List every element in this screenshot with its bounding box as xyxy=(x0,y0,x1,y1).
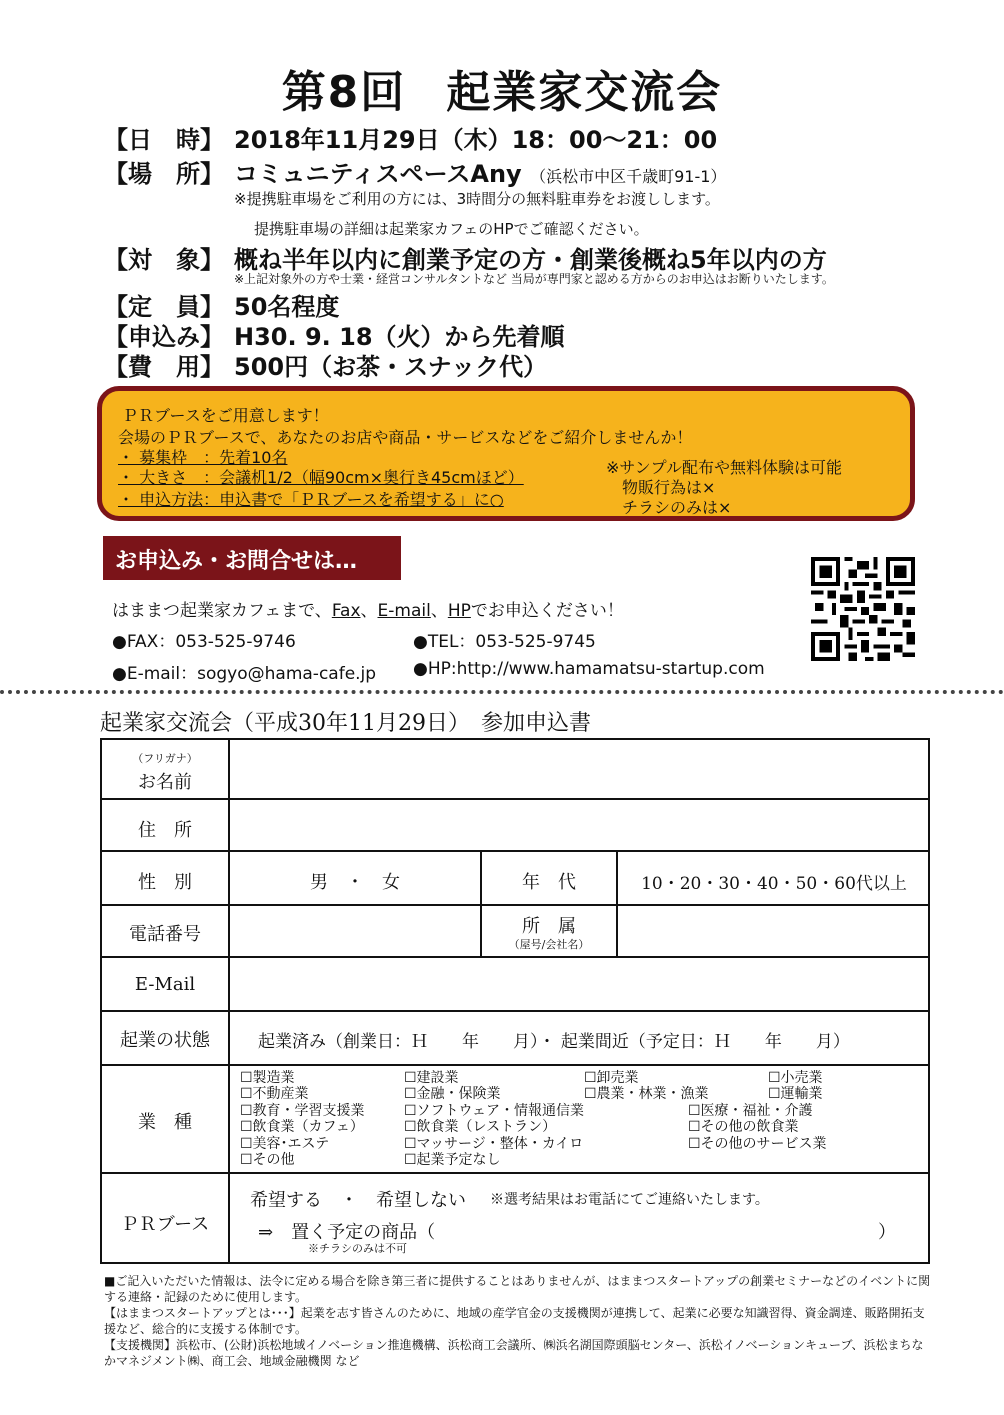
age-label: 年 代 xyxy=(522,872,576,893)
pr-booth-note: ※選考結果はお電話にてご連絡いたします。 xyxy=(490,1192,769,1208)
hp-link[interactable]: HP xyxy=(447,601,471,621)
contact-hp[interactable]: ●HP:http://www.hamamatsu-startup.com xyxy=(413,659,765,679)
contact-fax: ●FAX：053-525-9746 xyxy=(112,632,296,652)
industry-checkbox[interactable]: ☐農業・林業・漁業 xyxy=(584,1086,709,1102)
date-label: 【日 時】 xyxy=(104,126,224,154)
place-label: 【場 所】 xyxy=(104,160,224,188)
target-value: 概ね半年以内に創業予定の方・創業後概ね5年以内の方 xyxy=(234,246,827,274)
affiliation-sublabel: （屋号/会社名） xyxy=(508,938,590,951)
fee-value: 500円（お茶・スナック代） xyxy=(234,353,548,381)
industry-checkbox[interactable]: ☐その他の飲食業 xyxy=(688,1119,799,1135)
name-field[interactable] xyxy=(230,740,930,798)
affiliation-label: 所 属 xyxy=(522,916,576,937)
industry-checkbox[interactable]: ☐マッサージ・整体・カイロ xyxy=(404,1136,584,1152)
contact-header: お申込み・お問合せは… xyxy=(103,536,401,580)
email-field[interactable] xyxy=(230,958,930,1010)
industry-checkbox[interactable]: ☐飲食業（カフェ） xyxy=(240,1119,364,1135)
parking-note-2: 提携駐車場の詳細は起業家カフェのHPでご確認ください。 xyxy=(254,220,649,238)
separator: 、 xyxy=(430,601,448,621)
fee-label: 【費 用】 xyxy=(104,353,224,381)
cut-line xyxy=(0,690,1004,694)
pr-heading: ＰＲブースをご用意します！ xyxy=(122,406,329,425)
contact-intro-text: はままつ起業家カフェまで、 xyxy=(112,601,332,621)
apply-label: 【申込み】 xyxy=(104,323,224,351)
contact-tel: ●TEL：053-525-9745 xyxy=(413,632,596,652)
industry-checkbox[interactable]: ☐卸売業 xyxy=(584,1070,639,1086)
industry-checkbox[interactable]: ☐その他のサービス業 xyxy=(688,1136,827,1152)
industry-checkbox[interactable]: ☐建設業 xyxy=(404,1070,459,1086)
separator: 、 xyxy=(360,601,378,621)
pr-note-3: チラシのみは× xyxy=(622,498,732,517)
startup-description: 【はままつスタートアップとは･･･】起業を志す皆さんのために、地域の産学官金の支援機関が連携して、起業に必要な知識習得、資金調達、販路開拓支援など、総合的に支援する体制です。 xyxy=(104,1306,925,1336)
place-row xyxy=(104,154,726,189)
pr-line: 会場のＰＲブースで、あなたのお店や商品・サービスなどをご紹介しませんか！ xyxy=(118,428,693,447)
industry-checkbox[interactable]: ☐製造業 xyxy=(240,1070,295,1086)
status-label: 起業の状態 xyxy=(120,1030,210,1051)
address-field[interactable] xyxy=(230,800,930,850)
apply-value: H30. 9. 18（火）から先着順 xyxy=(234,323,565,351)
industry-checkbox[interactable]: ☐その他 xyxy=(240,1152,295,1168)
pr-booth-label: ＰＲブース xyxy=(120,1214,210,1235)
qr-code-icon xyxy=(810,557,916,661)
target-label: 【対 象】 xyxy=(104,246,224,274)
pr-goods-label: ⇒ 置く予定の商品（ xyxy=(258,1222,436,1243)
form-title: 起業家交流会（平成30年11月29日） 参加申込書 xyxy=(100,711,591,736)
place-value: コミュニティスペースAny xyxy=(234,160,522,188)
privacy-note: ■ご記入いただいた情報は、法令に定める場合を除き第三者に提供することはありませんが、はままつスタートアップの創業セミナーなどのイベントに関する連絡・記録のために使用します。 xyxy=(104,1274,931,1304)
affiliation-field[interactable] xyxy=(618,906,930,956)
fax-link[interactable]: Fax xyxy=(331,601,361,621)
industry-checkbox[interactable]: ☐飲食業（レストラン） xyxy=(404,1119,557,1135)
pr-note-2: 物販行為は× xyxy=(622,478,716,497)
date-value: 2018年11月29日（木）18：00～21：00 xyxy=(234,126,718,154)
event-ordinal: 第8回 xyxy=(281,67,407,118)
name-label: お名前 xyxy=(138,772,192,793)
capacity-label: 【定 員】 xyxy=(104,293,224,321)
pr-item-method: ・ 申込方法：申込書で「ＰＲブースを希望する」に○ xyxy=(118,490,504,509)
industry-checkbox[interactable]: ☐医療・福祉・介護 xyxy=(688,1103,813,1119)
industry-checkbox[interactable]: ☐ソフトウェア・情報通信業 xyxy=(404,1103,584,1119)
pr-booth-options[interactable]: 希望する ・ 希望しない xyxy=(250,1190,466,1211)
date-row xyxy=(104,120,717,155)
event-name: 起業家交流会 xyxy=(446,67,723,118)
status-options[interactable]: 起業済み（創業日：Ｈ 年 月）・ 起業間近（予定日：Ｈ 年 月） xyxy=(258,1032,850,1052)
email-label: E-Mail xyxy=(134,974,196,995)
target-note: ※上記対象外の方や士業・経営コンサルタントなど 当局が専門家と認める方からのお申込はお断りいたします。 xyxy=(234,272,834,286)
pr-booth-box xyxy=(97,386,915,521)
industry-checkbox[interactable]: ☐金融・保険業 xyxy=(404,1086,501,1102)
address-label: 住 所 xyxy=(138,820,192,841)
industry-checkbox[interactable]: ☐美容･エステ xyxy=(240,1136,330,1152)
contact-email: ●E-mail：sogyo@hama-cafe.jp xyxy=(112,664,377,684)
fee-row xyxy=(104,347,547,382)
phone-field[interactable] xyxy=(230,906,480,956)
industry-label: 業 種 xyxy=(138,1112,192,1133)
phone-label: 電話番号 xyxy=(129,924,201,945)
pr-goods-close: ） xyxy=(878,1222,896,1243)
support-organizations: 【支援機関】浜松市、(公財)浜松地域イノベーション推進機構、浜松商工会議所、㈱浜名湖国際頭脳センター、浜松イノベーションキューブ、浜松まちなかマネジメント㈱、商工会、地域金融機関 など xyxy=(104,1338,924,1368)
industry-checkbox[interactable]: ☐小売業 xyxy=(768,1070,823,1086)
contact-intro-tail: でお申込ください！ xyxy=(470,601,624,621)
pr-item-size: ・ 大きさ ：会議机1/2（幅90cm×奥行き45cmほど） xyxy=(118,468,524,487)
industry-checkbox[interactable]: ☐教育・学習支援業 xyxy=(240,1103,365,1119)
age-options[interactable]: 10・20・30・40・50・60代以上 xyxy=(641,874,907,894)
furigana-label: （フリガナ） xyxy=(132,752,198,765)
parking-note-1: ※提携駐車場をご利用の方には、3時間分の無料駐車券をお渡しします。 xyxy=(234,190,720,208)
pr-goods-field[interactable] xyxy=(450,1216,870,1244)
contact-intro xyxy=(112,596,624,621)
page-title xyxy=(0,56,1004,120)
pr-item-slots: ・ 募集枠 ：先着10名 xyxy=(118,448,288,467)
place-address: （浜松市中区千歳町91-1） xyxy=(530,167,727,186)
pr-goods-note: ※チラシのみは不可 xyxy=(308,1242,407,1255)
gender-options[interactable]: 男 ・ 女 xyxy=(310,872,400,893)
industry-checkbox[interactable]: ☐起業予定なし xyxy=(404,1152,501,1168)
capacity-value: 50名程度 xyxy=(234,293,340,321)
industry-checkbox[interactable]: ☐運輸業 xyxy=(768,1086,823,1102)
application-form xyxy=(100,738,930,1264)
pr-note-1: ※サンプル配布や無料体験は可能 xyxy=(606,458,842,477)
email-link[interactable]: E-mail xyxy=(377,601,431,621)
industry-checkbox[interactable]: ☐不動産業 xyxy=(240,1086,309,1102)
gender-label: 性 別 xyxy=(138,872,192,893)
